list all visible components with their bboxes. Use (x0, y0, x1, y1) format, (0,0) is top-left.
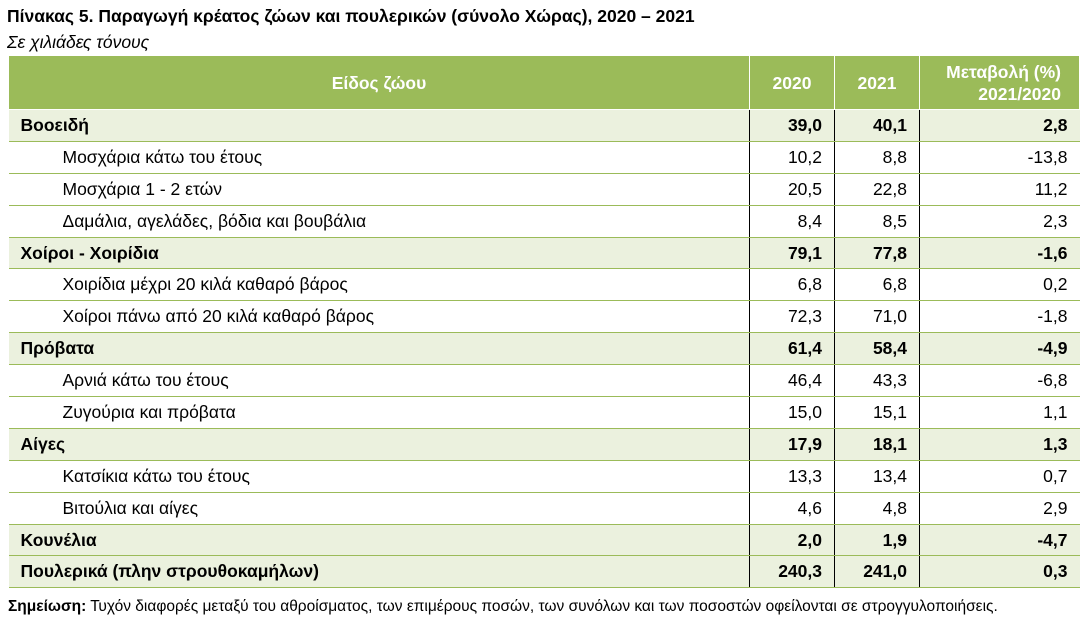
value-change: 1,3 (920, 428, 1080, 460)
value-change: -6,8 (920, 365, 1080, 397)
header-change (920, 56, 1080, 110)
value-2021: 77,8 (835, 237, 920, 269)
header-change-line1: Μεταβολή (%) (946, 61, 1061, 82)
header-2020: 2020 (750, 56, 835, 110)
value-2020: 17,9 (750, 428, 835, 460)
row-label: Βοοειδή (9, 110, 750, 142)
row-label: Χοίροι - Χοιρίδια (9, 237, 750, 269)
row-label: Κουνέλια (9, 524, 750, 556)
footnote-text: Τυχόν διαφορές μεταξύ του αθροίσματος, των επιμέρους ποσών, των συνόλων και των ποσοστών οφείλονται σε στρογγυλοποιήσεις. (86, 598, 998, 615)
subcategory-row (9, 269, 1080, 301)
value-2021: 6,8 (835, 269, 920, 301)
value-change: -1,8 (920, 301, 1080, 333)
value-2020: 6,8 (750, 269, 835, 301)
value-change: -1,6 (920, 237, 1080, 269)
row-label: Χοιρίδια μέχρι 20 κιλά καθαρό βάρος (9, 269, 750, 301)
subcategory-row (9, 205, 1080, 237)
subcategory-row (9, 460, 1080, 492)
table-body (9, 110, 1080, 588)
header-animal-type: Είδος ζώου (9, 56, 750, 110)
subcategory-row (9, 141, 1080, 173)
header-2021: 2021 (835, 56, 920, 110)
category-row (9, 524, 1080, 556)
table-title: Πίνακας 5. Παραγωγή κρέατος ζώων και πουλερικών (σύνολο Χώρας), 2020 – 2021 (7, 6, 695, 26)
value-2021: 40,1 (835, 110, 920, 142)
value-2020: 8,4 (750, 205, 835, 237)
row-label: Βιτούλια και αίγες (9, 492, 750, 524)
category-row (9, 428, 1080, 460)
value-change: 2,3 (920, 205, 1080, 237)
value-2020: 61,4 (750, 333, 835, 365)
subcategory-row (9, 365, 1080, 397)
row-label: Χοίροι πάνω από 20 κιλά καθαρό βάρος (9, 301, 750, 333)
category-row (9, 237, 1080, 269)
row-label: Αίγες (9, 428, 750, 460)
value-2021: 71,0 (835, 301, 920, 333)
row-label: Μοσχάρια 1 - 2 ετών (9, 173, 750, 205)
row-label: Ζυγούρια και πρόβατα (9, 397, 750, 429)
value-change: -13,8 (920, 141, 1080, 173)
value-change: -4,9 (920, 333, 1080, 365)
value-2020: 15,0 (750, 397, 835, 429)
value-2020: 13,3 (750, 460, 835, 492)
row-label: Δαμάλια, αγελάδες, βόδια και βουβάλια (9, 205, 750, 237)
header-change-line2: 2021/2020 (978, 83, 1061, 104)
value-change: 0,3 (920, 556, 1080, 588)
value-change: 0,7 (920, 460, 1080, 492)
value-2021: 8,5 (835, 205, 920, 237)
value-2020: 20,5 (750, 173, 835, 205)
category-row (9, 110, 1080, 142)
value-2021: 58,4 (835, 333, 920, 365)
table-header-row (9, 56, 1080, 110)
category-row (9, 556, 1080, 588)
table-subtitle: Σε χιλιάδες τόνους (7, 32, 150, 52)
value-2021: 4,8 (835, 492, 920, 524)
value-2020: 10,2 (750, 141, 835, 173)
value-2020: 39,0 (750, 110, 835, 142)
value-2021: 22,8 (835, 173, 920, 205)
value-2020: 240,3 (750, 556, 835, 588)
meat-production-table (8, 55, 1080, 588)
footnote (8, 595, 1074, 618)
value-change: 2,8 (920, 110, 1080, 142)
category-row (9, 333, 1080, 365)
subcategory-row (9, 492, 1080, 524)
subcategory-row (9, 173, 1080, 205)
subcategory-row (9, 301, 1080, 333)
row-label: Πουλερικά (πλην στρουθοκαμήλων) (9, 556, 750, 588)
row-label: Μοσχάρια κάτω του έτους (9, 141, 750, 173)
value-2020: 72,3 (750, 301, 835, 333)
value-2021: 13,4 (835, 460, 920, 492)
value-2021: 8,8 (835, 141, 920, 173)
value-2021: 18,1 (835, 428, 920, 460)
value-change: 0,2 (920, 269, 1080, 301)
value-2020: 4,6 (750, 492, 835, 524)
value-2021: 241,0 (835, 556, 920, 588)
value-2021: 1,9 (835, 524, 920, 556)
value-change: -4,7 (920, 524, 1080, 556)
value-2020: 79,1 (750, 237, 835, 269)
footnote-label: Σημείωση: (8, 598, 87, 615)
value-2020: 46,4 (750, 365, 835, 397)
value-2020: 2,0 (750, 524, 835, 556)
subcategory-row (9, 397, 1080, 429)
value-2021: 43,3 (835, 365, 920, 397)
row-label: Αρνιά κάτω του έτους (9, 365, 750, 397)
row-label: Πρόβατα (9, 333, 750, 365)
value-2021: 15,1 (835, 397, 920, 429)
row-label: Κατσίκια κάτω του έτους (9, 460, 750, 492)
value-change: 11,2 (920, 173, 1080, 205)
value-change: 2,9 (920, 492, 1080, 524)
value-change: 1,1 (920, 397, 1080, 429)
